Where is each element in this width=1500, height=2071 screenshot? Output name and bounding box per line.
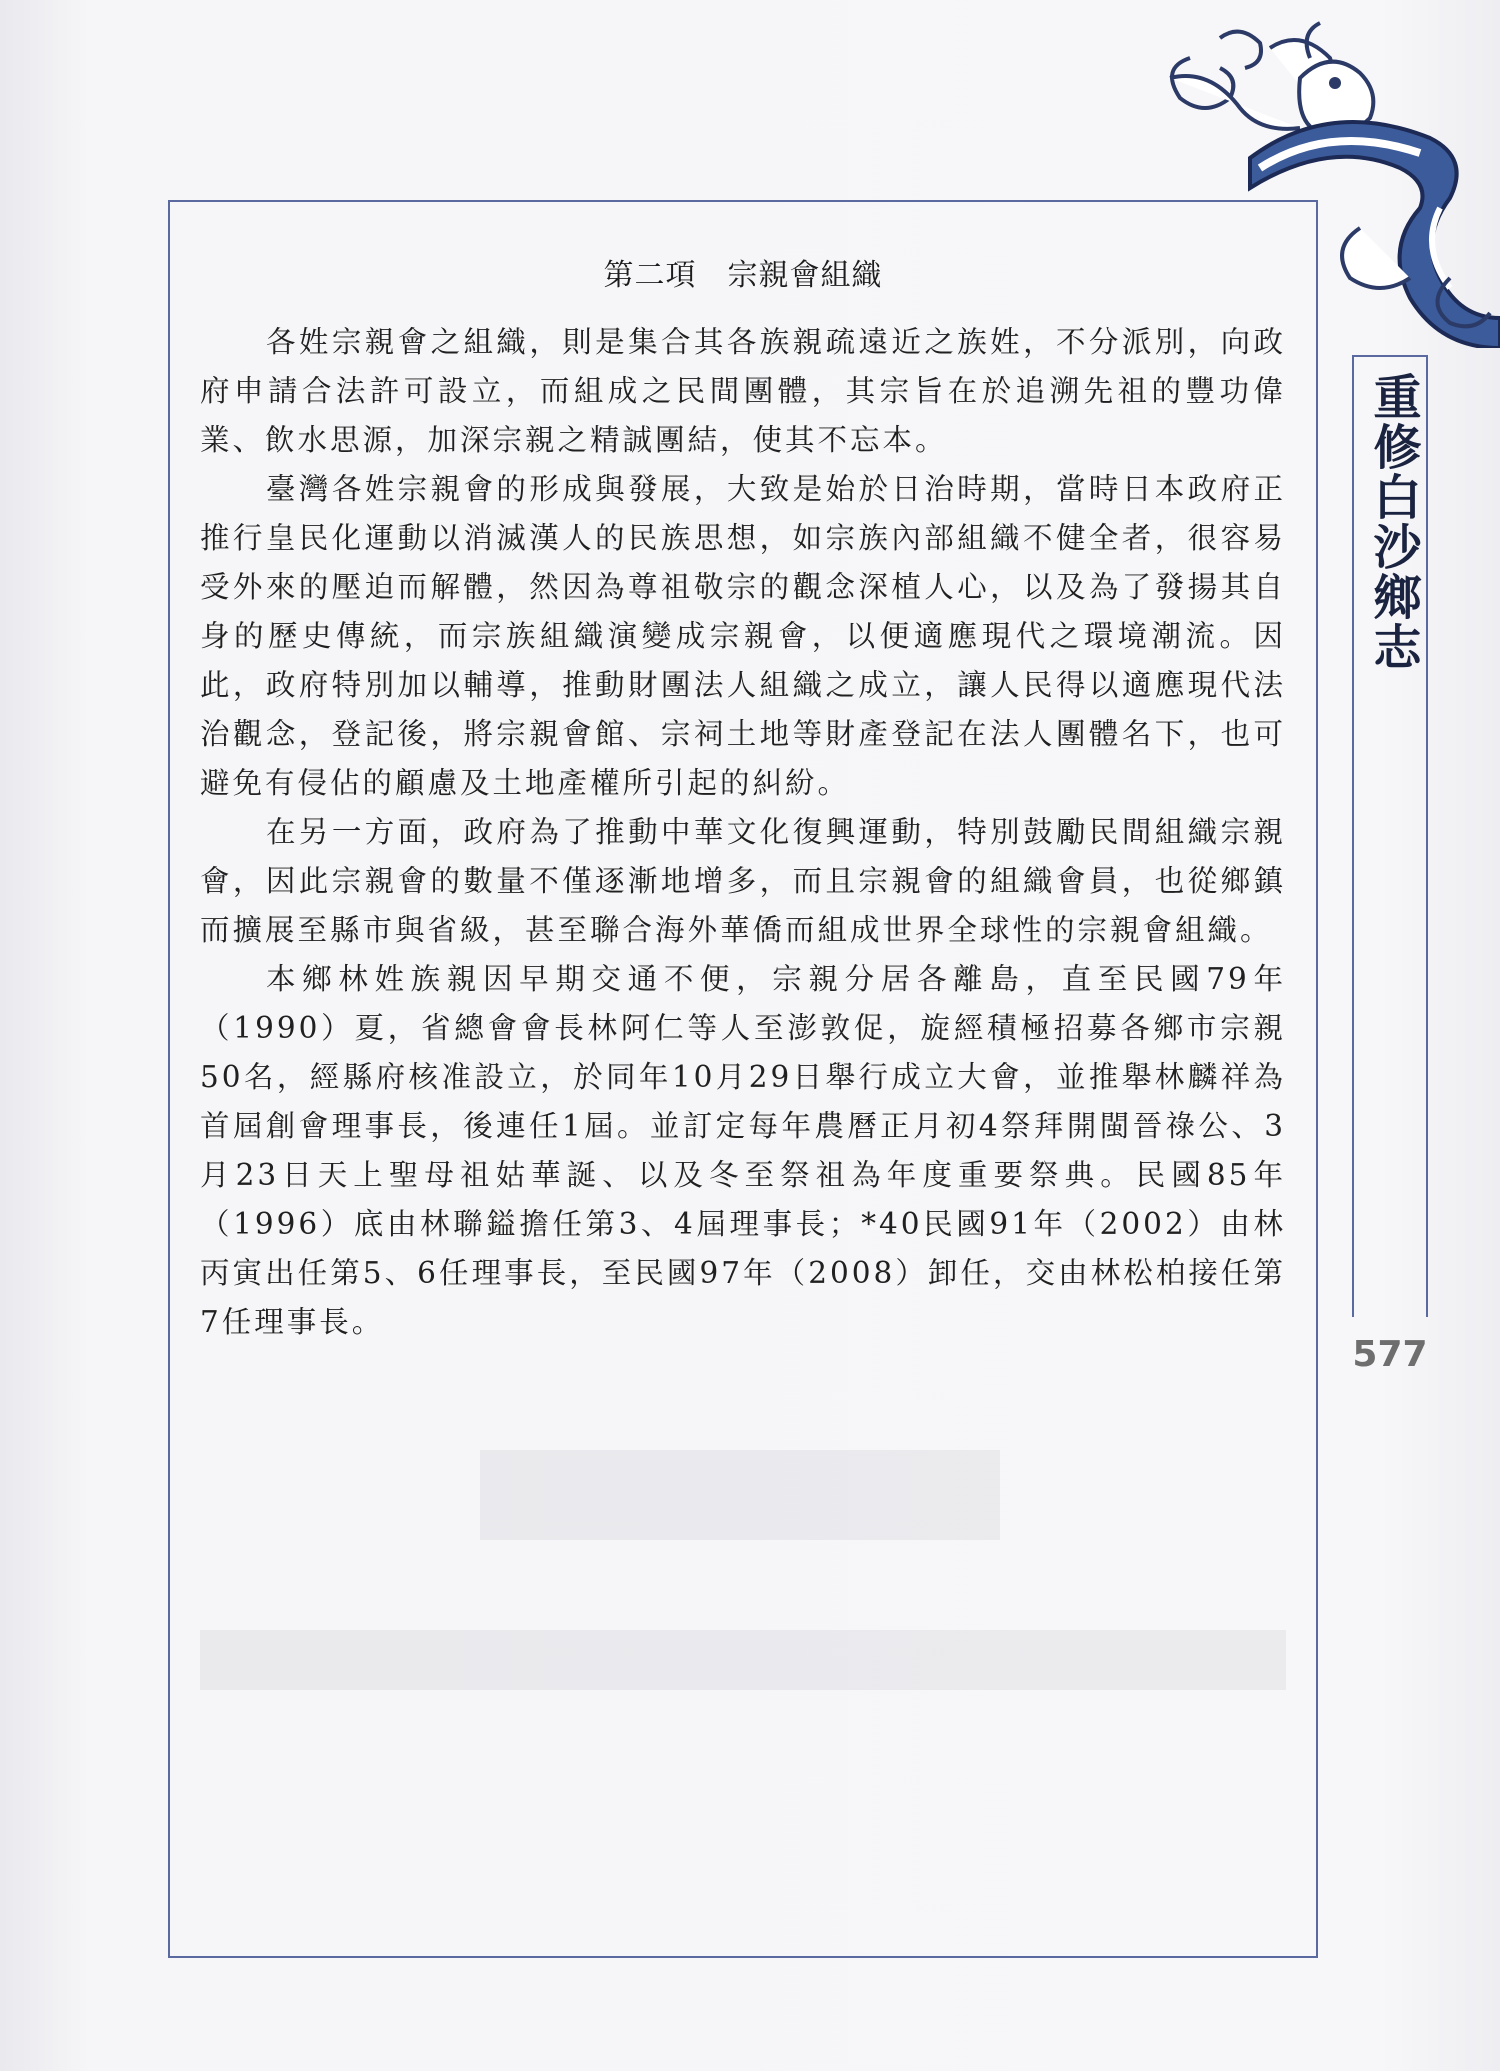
- body-text: [200, 318, 1286, 1347]
- paragraph-4: 本鄉林姓族親因早期交通不便，宗親分居各離島，直至民國79年（1990）夏，省總會會長林阿仁等人至澎敦促，旋經積極招募各鄉市宗親50名，經縣府核准設立，於同年10月29日舉行成立大會，並推舉林麟祥為首屆創會理事長，後連任1屆。並訂定每年農曆正月初4祭拜開閩晉祿公、3月23日天上聖母祖姑華誕、以及冬至祭祖為年度重要祭典。民國85年（1996）底由林聯鎰擔任第3、4屆理事長；*40民國91年（2002）由林丙寅出任第5、6任理事長，至民國97年（2008）卸任，交由林松柏接任第7任理事長。: [200, 962, 1286, 1339]
- paragraph-2: 臺灣各姓宗親會的形成與發展，大致是始於日治時期，當時日本政府正推行皇民化運動以消滅漢人的民族思想，如宗族內部組織不健全者，很容易受外來的壓迫而解體，然因為尊祖敬宗的觀念深植人心，以及為了發揚其自身的歷史傳統，而宗族組織演變成宗親會，以便適應現代之環境潮流。因此，政府特別加以輔導，推動財團法人組織之成立，讓人民得以適應現代法治觀念，登記後，將宗親會館、宗祠土地等財產登記在法人團體名下，也可避免有侵佔的顧慮及土地產權所引起的糾紛。: [200, 472, 1286, 800]
- dragon-ornament-icon: [1150, 18, 1500, 348]
- page-number: 577: [1352, 1334, 1428, 1375]
- paragraph-1: 各姓宗親會之組織，則是集合其各族親疏遠近之族姓，不分派別，向政府申請合法許可設立，而組成之民間團體，其宗旨在於追溯先祖的豐功偉業、飲水思源，加深宗親之精誠團結，使其不忘本。: [200, 325, 1286, 457]
- paragraph-3: 在另一方面，政府為了推動中華文化復興運動，特別鼓勵民間組織宗親會，因此宗親會的數量不僅逐漸地增多，而且宗親會的組織會員，也從鄉鎮而擴展至縣市與省級，甚至聯合海外華僑而組成世界全球性的宗親會組織。: [200, 815, 1286, 947]
- section-title: 第二項 宗親會組織: [603, 258, 883, 293]
- book-title: 重修白沙鄉志: [1365, 372, 1421, 672]
